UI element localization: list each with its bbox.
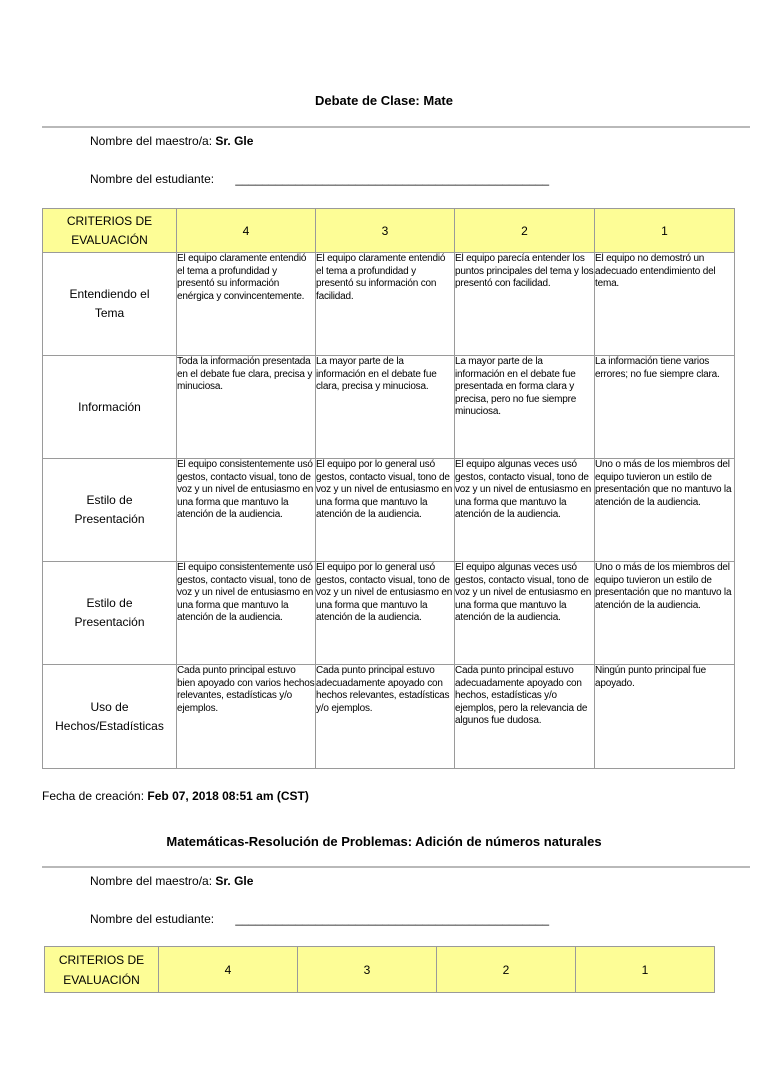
descriptor-cell: Cada punto principal estuvo adecuadamente apoyado con hechos relevantes, estadísticas y/o ejemplos. (316, 665, 455, 769)
header-score-4: 4 (159, 947, 298, 993)
descriptor-cell: El equipo consistentemente usó gestos, contacto visual, tono de voz y un nivel de entusiasmo en una forma que mantuvo la atención de la audiencia. (177, 459, 316, 562)
table-row (43, 562, 735, 665)
descriptor-cell: La mayor parte de la información en el debate fue clara, precisa y minuciosa. (316, 356, 455, 459)
descriptor-cell: El equipo parecía entender los puntos principales del tema y los presentó con facilidad. (455, 253, 595, 356)
criterion-label: Entendiendo el Tema (43, 253, 177, 356)
student-line (90, 172, 549, 186)
descriptor-cell: La mayor parte de la información en el debate fue presentada en forma clara y precisa, pero no fue siempre minuciosa. (455, 356, 595, 459)
descriptor-cell: El equipo por lo general usó gestos, contacto visual, tono de voz y un nivel de entusiasmo en una forma que mantuvo la atención de la audiencia. (316, 459, 455, 562)
table-row (43, 356, 735, 459)
rubric2-header-row (45, 947, 715, 993)
descriptor-cell: El equipo por lo general usó gestos, contacto visual, tono de voz y un nivel de entusiasmo en una forma que mantuvo la atención de la audiencia. (316, 562, 455, 665)
table-row (43, 253, 735, 356)
descriptor-cell: Uno o más de los miembros del equipo tuvieron un estilo de presentación que no mantuvo la atención de la audiencia. (595, 562, 735, 665)
descriptor-cell: El equipo algunas veces usó gestos, contacto visual, tono de voz y un nivel de entusiasmo en una forma que mantuvo la atención de la audiencia. (455, 459, 595, 562)
student-label: Nombre del estudiante: (90, 912, 215, 926)
header-criteria: CRITERIOS DE EVALUACIÓN (43, 209, 177, 253)
table-row (43, 665, 735, 769)
divider (42, 866, 750, 868)
header-criteria: CRITERIOS DE EVALUACIÓN (45, 947, 159, 993)
teacher-line (90, 874, 253, 888)
table-row (43, 459, 735, 562)
header-score-4: 4 (177, 209, 316, 253)
creation-date-value: Feb 07, 2018 08:51 am (CST) (147, 789, 309, 803)
creation-date-label: Fecha de creación: (42, 789, 145, 803)
descriptor-cell: Toda la información presentada en el debate fue clara, precisa y minuciosa. (177, 356, 316, 459)
criterion-label: Uso de Hechos/Estadísticas (43, 665, 177, 769)
descriptor-cell: El equipo algunas veces usó gestos, contacto visual, tono de voz y un nivel de entusiasmo en una forma que mantuvo la atención de la audiencia. (455, 562, 595, 665)
descriptor-cell: El equipo no demostró un adecuado entendimiento del tema. (595, 253, 735, 356)
criterion-label: Estilo de Presentación (43, 562, 177, 665)
student-name-blank: _______________________________________________ (235, 912, 550, 926)
rubric2-table (44, 946, 715, 993)
header-score-2: 2 (455, 209, 595, 253)
descriptor-cell: El equipo consistentemente usó gestos, contacto visual, tono de voz y un nivel de entusiasmo en una forma que mantuvo la atención de la audiencia. (177, 562, 316, 665)
teacher-label: Nombre del maestro/a: (90, 134, 213, 148)
header-score-3: 3 (316, 209, 455, 253)
header-score-2: 2 (437, 947, 576, 993)
student-label: Nombre del estudiante: (90, 172, 215, 186)
header-score-1: 1 (576, 947, 715, 993)
teacher-name: Sr. Gle (215, 874, 254, 888)
descriptor-cell: Cada punto principal estuvo bien apoyado con varios hechos relevantes, estadísticas y/o ejemplos. (177, 665, 316, 769)
criterion-label: Estilo de Presentación (43, 459, 177, 562)
header-score-1: 1 (595, 209, 735, 253)
creation-date (42, 789, 309, 803)
teacher-name: Sr. Gle (215, 134, 254, 148)
teacher-label: Nombre del maestro/a: (90, 874, 213, 888)
rubric1-header-row (43, 209, 735, 253)
rubric1-title: Debate de Clase: Mate (315, 93, 453, 108)
descriptor-cell: Uno o más de los miembros del equipo tuvieron un estilo de presentación que no mantuvo la atención de la audiencia. (595, 459, 735, 562)
student-line (90, 912, 549, 926)
descriptor-cell: La información tiene varios errores; no fue siempre clara. (595, 356, 735, 459)
student-name-blank: _______________________________________________ (235, 172, 550, 186)
teacher-line (90, 134, 253, 148)
criterion-label: Información (43, 356, 177, 459)
divider (42, 126, 750, 128)
rubric1-table (42, 208, 735, 769)
rubric2-title: Matemáticas-Resolución de Problemas: Adición de números naturales (166, 834, 602, 849)
descriptor-cell: Ningún punto principal fue apoyado. (595, 665, 735, 769)
descriptor-cell: El equipo claramente entendió el tema a profundidad y presentó su información con facilidad. (316, 253, 455, 356)
descriptor-cell: El equipo claramente entendió el tema a profundidad y presentó su información enérgica y convincentemente. (177, 253, 316, 356)
descriptor-cell: Cada punto principal estuvo adecuadamente apoyado con hechos, estadísticas y/o ejemplos, pero la relevancia de algunos fue dudosa. (455, 665, 595, 769)
header-score-3: 3 (298, 947, 437, 993)
